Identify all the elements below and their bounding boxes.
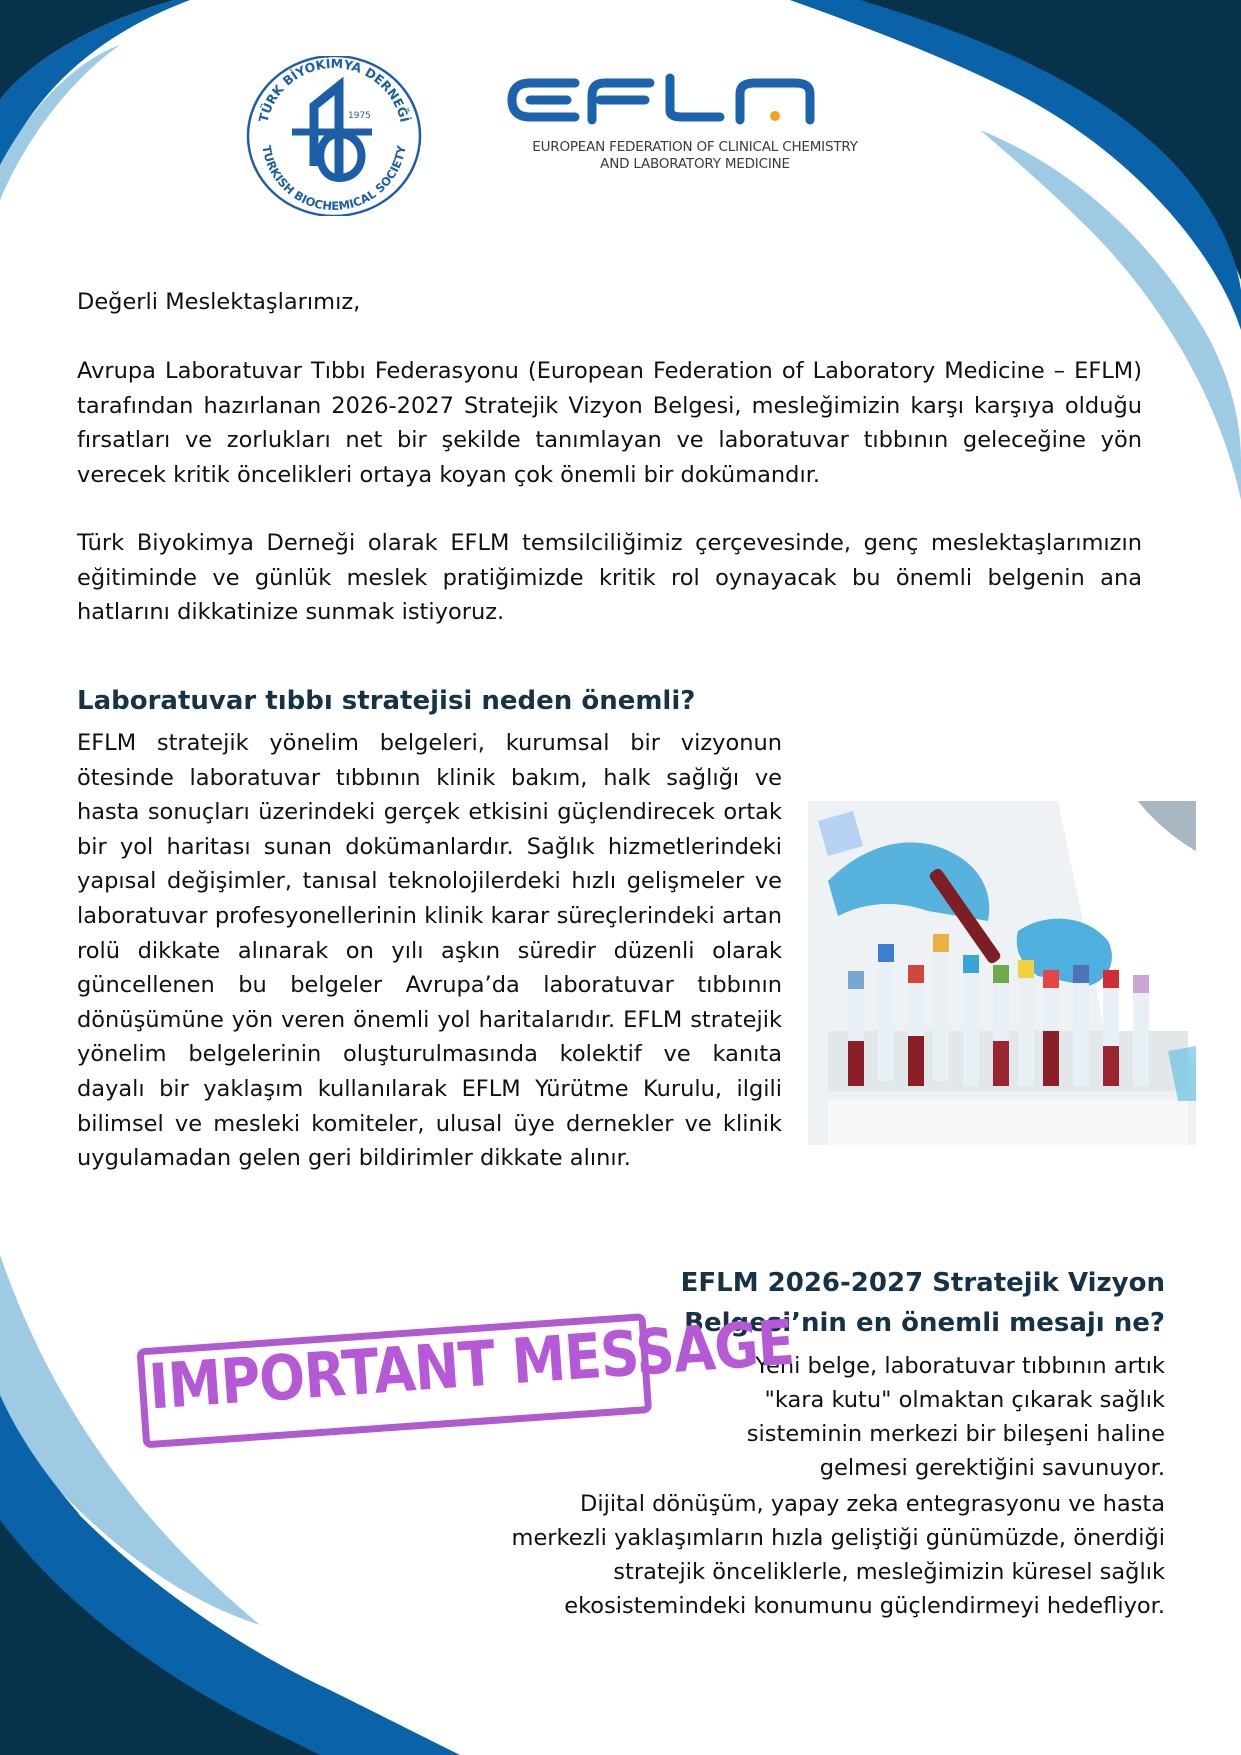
section2-heading-line2: Belgesi’nin en önemli mesajı ne? [684,1308,1165,1338]
section2-body1-line: sisteminin merkezi bir bileşeni haline [746,1421,1165,1447]
tbd-arc-top: TÜRK BİYOKİMYA DERNEĞİ [255,56,413,124]
tbd-arc-bottom: TURKISH BIOCHEMICAL SOCIETY [259,144,409,214]
section2-body2-line: stratejik önceliklerle, mesleğimizin küresel sağlık [613,1559,1165,1585]
lab-tubes-photo [808,801,1196,1145]
society-paragraph: Türk Biyokimya Derneği olarak EFLM temsilciliğimiz çerçevesinde, genç meslektaşlarımızın eğitiminde ve günlük meslek pratiğimizde kritik rol oynayacak bu önemli belgenin ana hatlarını dikkatinize sunmak istiyoruz. [77,530,1142,625]
intro-paragraph: Avrupa Laboratuvar Tıbbı Federasyonu (European Federation of Laboratory Medicine – EFLM) tarafından hazırlanan 2026-2027 Stratejik Vizyon Belgesi, mesleğimizin karşı karşıya olduğu fırsatları ve zorlukları net bir şekilde tanımlayan ve laboratuvar tıbbının geleceğine yön verecek kritik öncelikleri ortaya koyan çok önemli bir dokümandır. [77,358,1142,488]
tbd-year: 1975 [348,111,371,121]
section2-body1 [747,1349,1165,1485]
section2-body2 [512,1487,1165,1623]
greeting: Değerli Meslektaşlarımız, [77,289,361,315]
eflm-subtitle-line2: AND LABORATORY MEDICINE [600,156,790,172]
stamp-text: IMPORTANT MESSAGE [146,1306,796,1424]
section2-heading-line1: EFLM 2026-2027 Stratejik Vizyon [680,1268,1165,1298]
eflm-wordmark [505,70,885,130]
eflm-logo [505,70,885,180]
section2-body1-line: "kara kutu" olmaktan çıkarak sağlık [764,1387,1165,1413]
section2-body2-line: merkezli yaklaşımların hızla geliştiği günümüzde, önerdiği [511,1525,1165,1551]
section2-body1-line: Yeni belge, laboratuvar tıbbının artık [755,1353,1165,1379]
section2-body2-line: ekosistemindeki konumunu güçlendirmeyi hedefliyor. [564,1593,1165,1619]
tbd-logo [244,56,424,216]
section2-body2-line: Dijital dönüşüm, yapay zeka entegrasyonu ve hasta [580,1491,1165,1517]
section2-body1-line: gelmesi gerektiğini savunuyor. [819,1455,1165,1481]
important-message-stamp [134,1282,796,1499]
eflm-subtitle-line1: EUROPEAN FEDERATION OF CLINICAL CHEMISTRY [532,139,858,155]
section1-heading: Laboratuvar tıbbı stratejisi neden önemli? [77,686,696,716]
section1-body: EFLM stratejik yönelim belgeleri, kurumsal bir vizyonun ötesinde laboratuvar tıbbının klinik bakım, halk sağlığı ve hasta sonuçları üzerindeki gerçek etkisini güçlendirecek ortak bir yol haritası sunan dokümanlardır. Sağlık hizmetlerindeki yapısal değişimler, tanısal teknolojilerdeki hızlı gelişmeler ve laboratuvar profesyonellerinin klinik karar süreçlerindeki artan rolü dikkate alınarak on yılı aşkın süredir düzenli olarak güncellenen bu belgeler Avrupa’da laboratuvar tıbbının dönüşümüne yön veren önemli yol haritalarıdır. EFLM stratejik yönelim belgelerinin oluşturulmasında kolektif ve kanıta dayalı bir yaklaşım kullanılarak EFLM Yürütme Kurulu, ilgili bilimsel ve mesleki komiteler, ulusal üye dernekler ve klinik uygulamadan gelen geri bildirimler dikkate alınır. [77,730,782,1172]
